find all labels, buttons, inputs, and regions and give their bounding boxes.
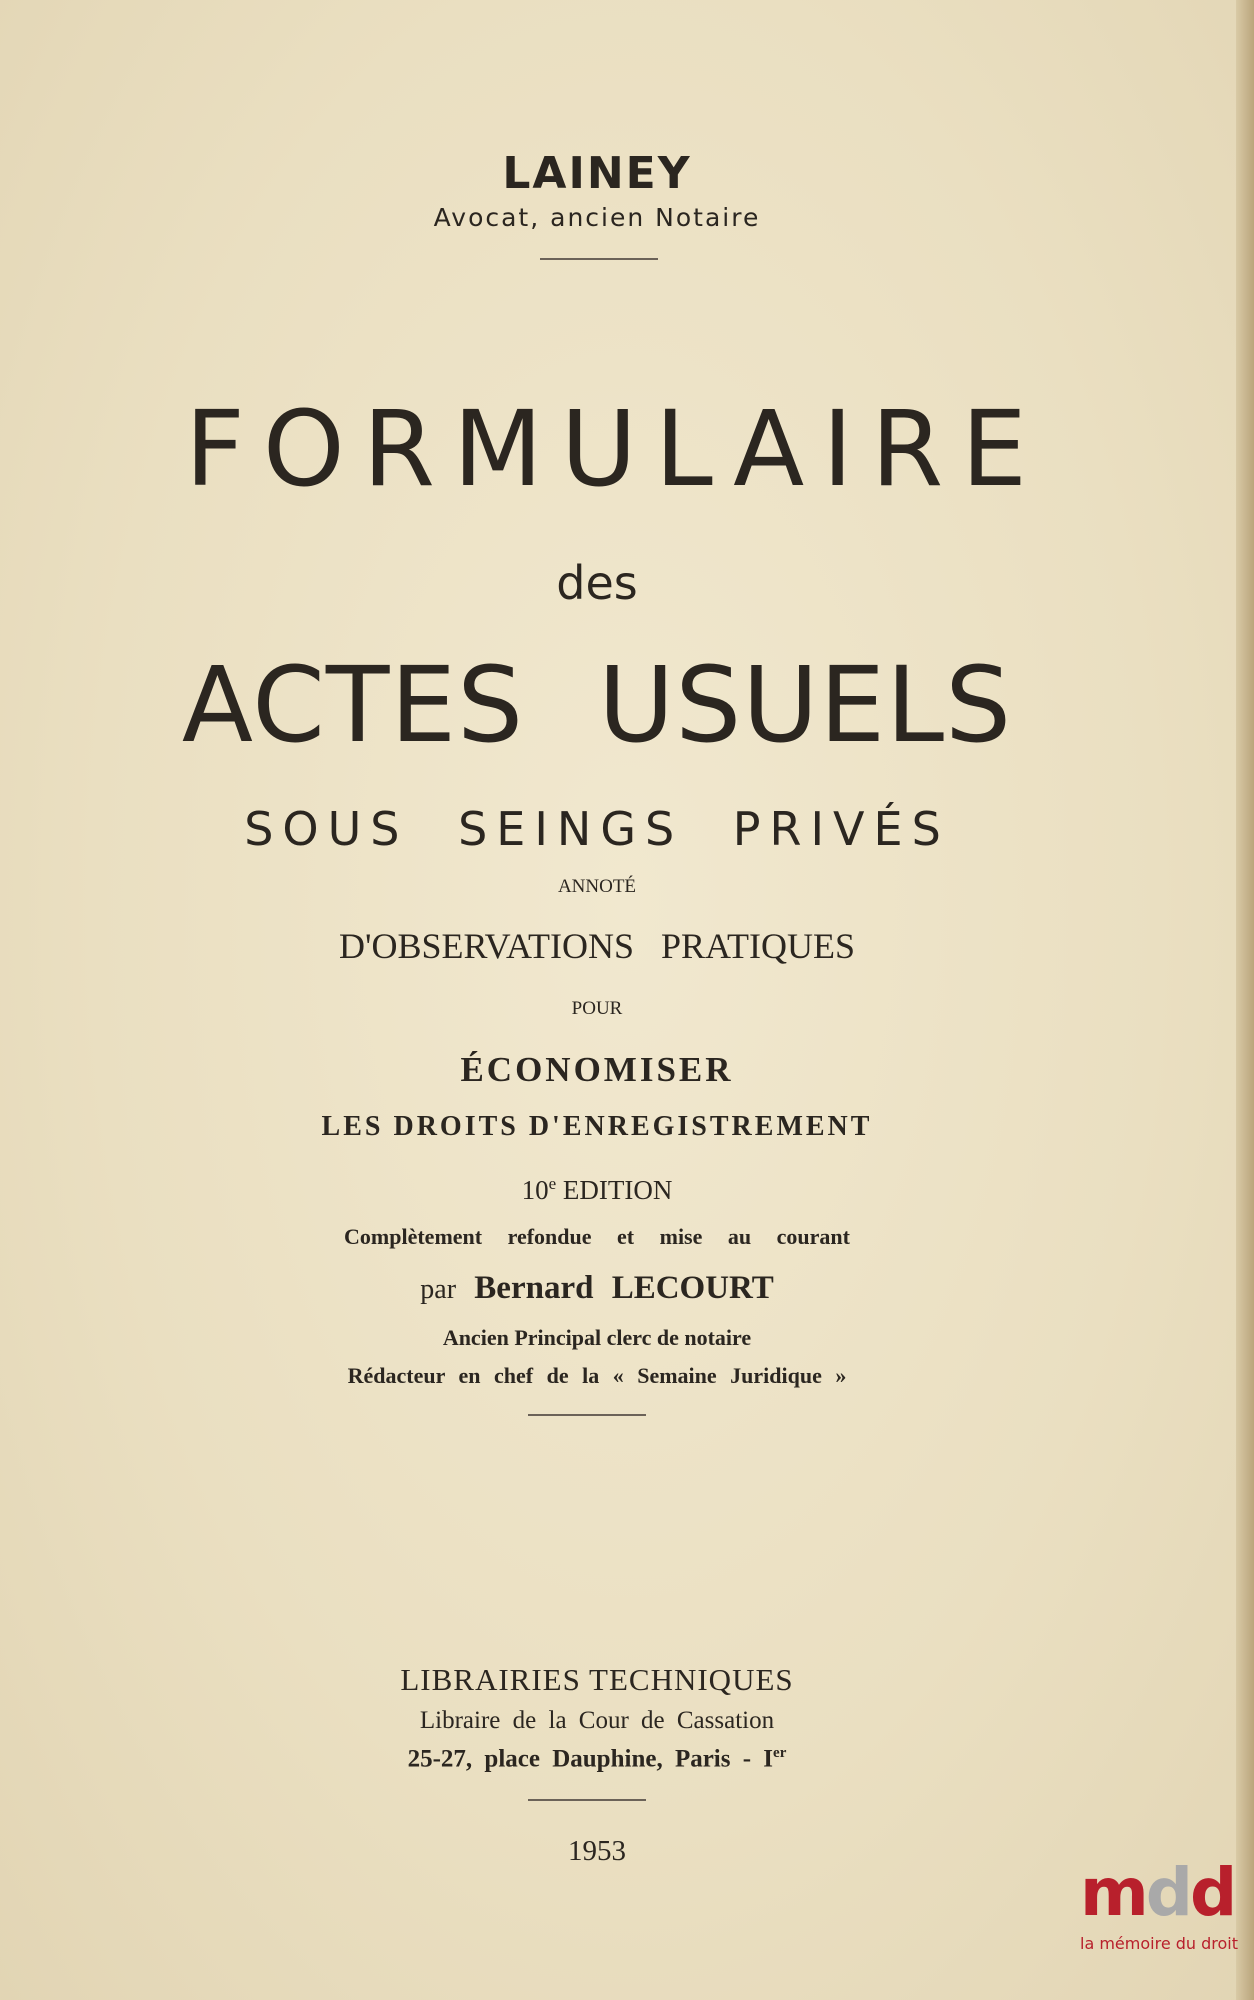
editor-role-2: Rédacteur en chef de la « Semaine Juridique »: [347, 1363, 847, 1388]
publisher-address: [0, 1745, 1194, 1773]
edition-revision: Complètement refondue et mise au courant: [344, 1224, 850, 1249]
publication-year: 1953: [568, 1835, 626, 1867]
divider-bottom: [528, 1799, 646, 1801]
editor-name: Bernard LECOURT: [474, 1270, 774, 1306]
logo-letter-m: m: [1080, 1854, 1146, 1931]
divider-middle: [528, 1414, 646, 1416]
subtitle-droits: LES DROITS D'ENREGISTREMENT: [321, 1111, 873, 1142]
edition-line: [0, 1174, 1194, 1206]
subtitle-economiser: ÉCONOMISER: [460, 1050, 734, 1089]
edition-label: EDITION: [562, 1175, 673, 1205]
editor-line: [0, 1270, 1194, 1307]
watermark-tagline: la mémoire du droit: [1080, 1934, 1239, 1953]
mdd-logo-icon: [1080, 1854, 1250, 1931]
title-actes-usuels: ACTES USUELS: [181, 644, 1013, 766]
editor-role-1: Ancien Principal clerc de notaire: [442, 1325, 752, 1350]
author-role: Avocat, ancien Notaire: [433, 203, 761, 232]
watermark-logo: [1080, 1854, 1250, 1953]
logo-letter-d-grey: d: [1145, 1854, 1191, 1931]
publisher-desc: Libraire de la Cour de Cassation: [419, 1707, 775, 1734]
subtitle-observations: D'OBSERVATIONS PRATIQUES: [338, 926, 856, 966]
title-sous-seings: SOUS SEINGS PRIVÉS: [244, 802, 950, 856]
publisher-address-text: 25-27, place Dauphine, Paris - I: [407, 1745, 774, 1773]
title-formulaire: FORMULAIRE: [185, 388, 1045, 510]
editor-par: par: [420, 1274, 457, 1305]
publisher-name: LIBRAIRIES TECHNIQUES: [400, 1662, 794, 1697]
author-name: LAINEY: [502, 148, 692, 199]
edition-suffix: e: [548, 1174, 557, 1193]
subtitle-annote: ANNOTÉ: [557, 876, 637, 897]
subtitle-pour: POUR: [571, 998, 623, 1019]
edition-number: 10: [521, 1175, 549, 1205]
publisher-address-sup: er: [773, 1745, 787, 1761]
divider-top: [540, 258, 658, 260]
page-edge: [1236, 0, 1254, 2000]
logo-letter-d-red: d: [1190, 1854, 1235, 1931]
title-des: des: [556, 556, 638, 610]
